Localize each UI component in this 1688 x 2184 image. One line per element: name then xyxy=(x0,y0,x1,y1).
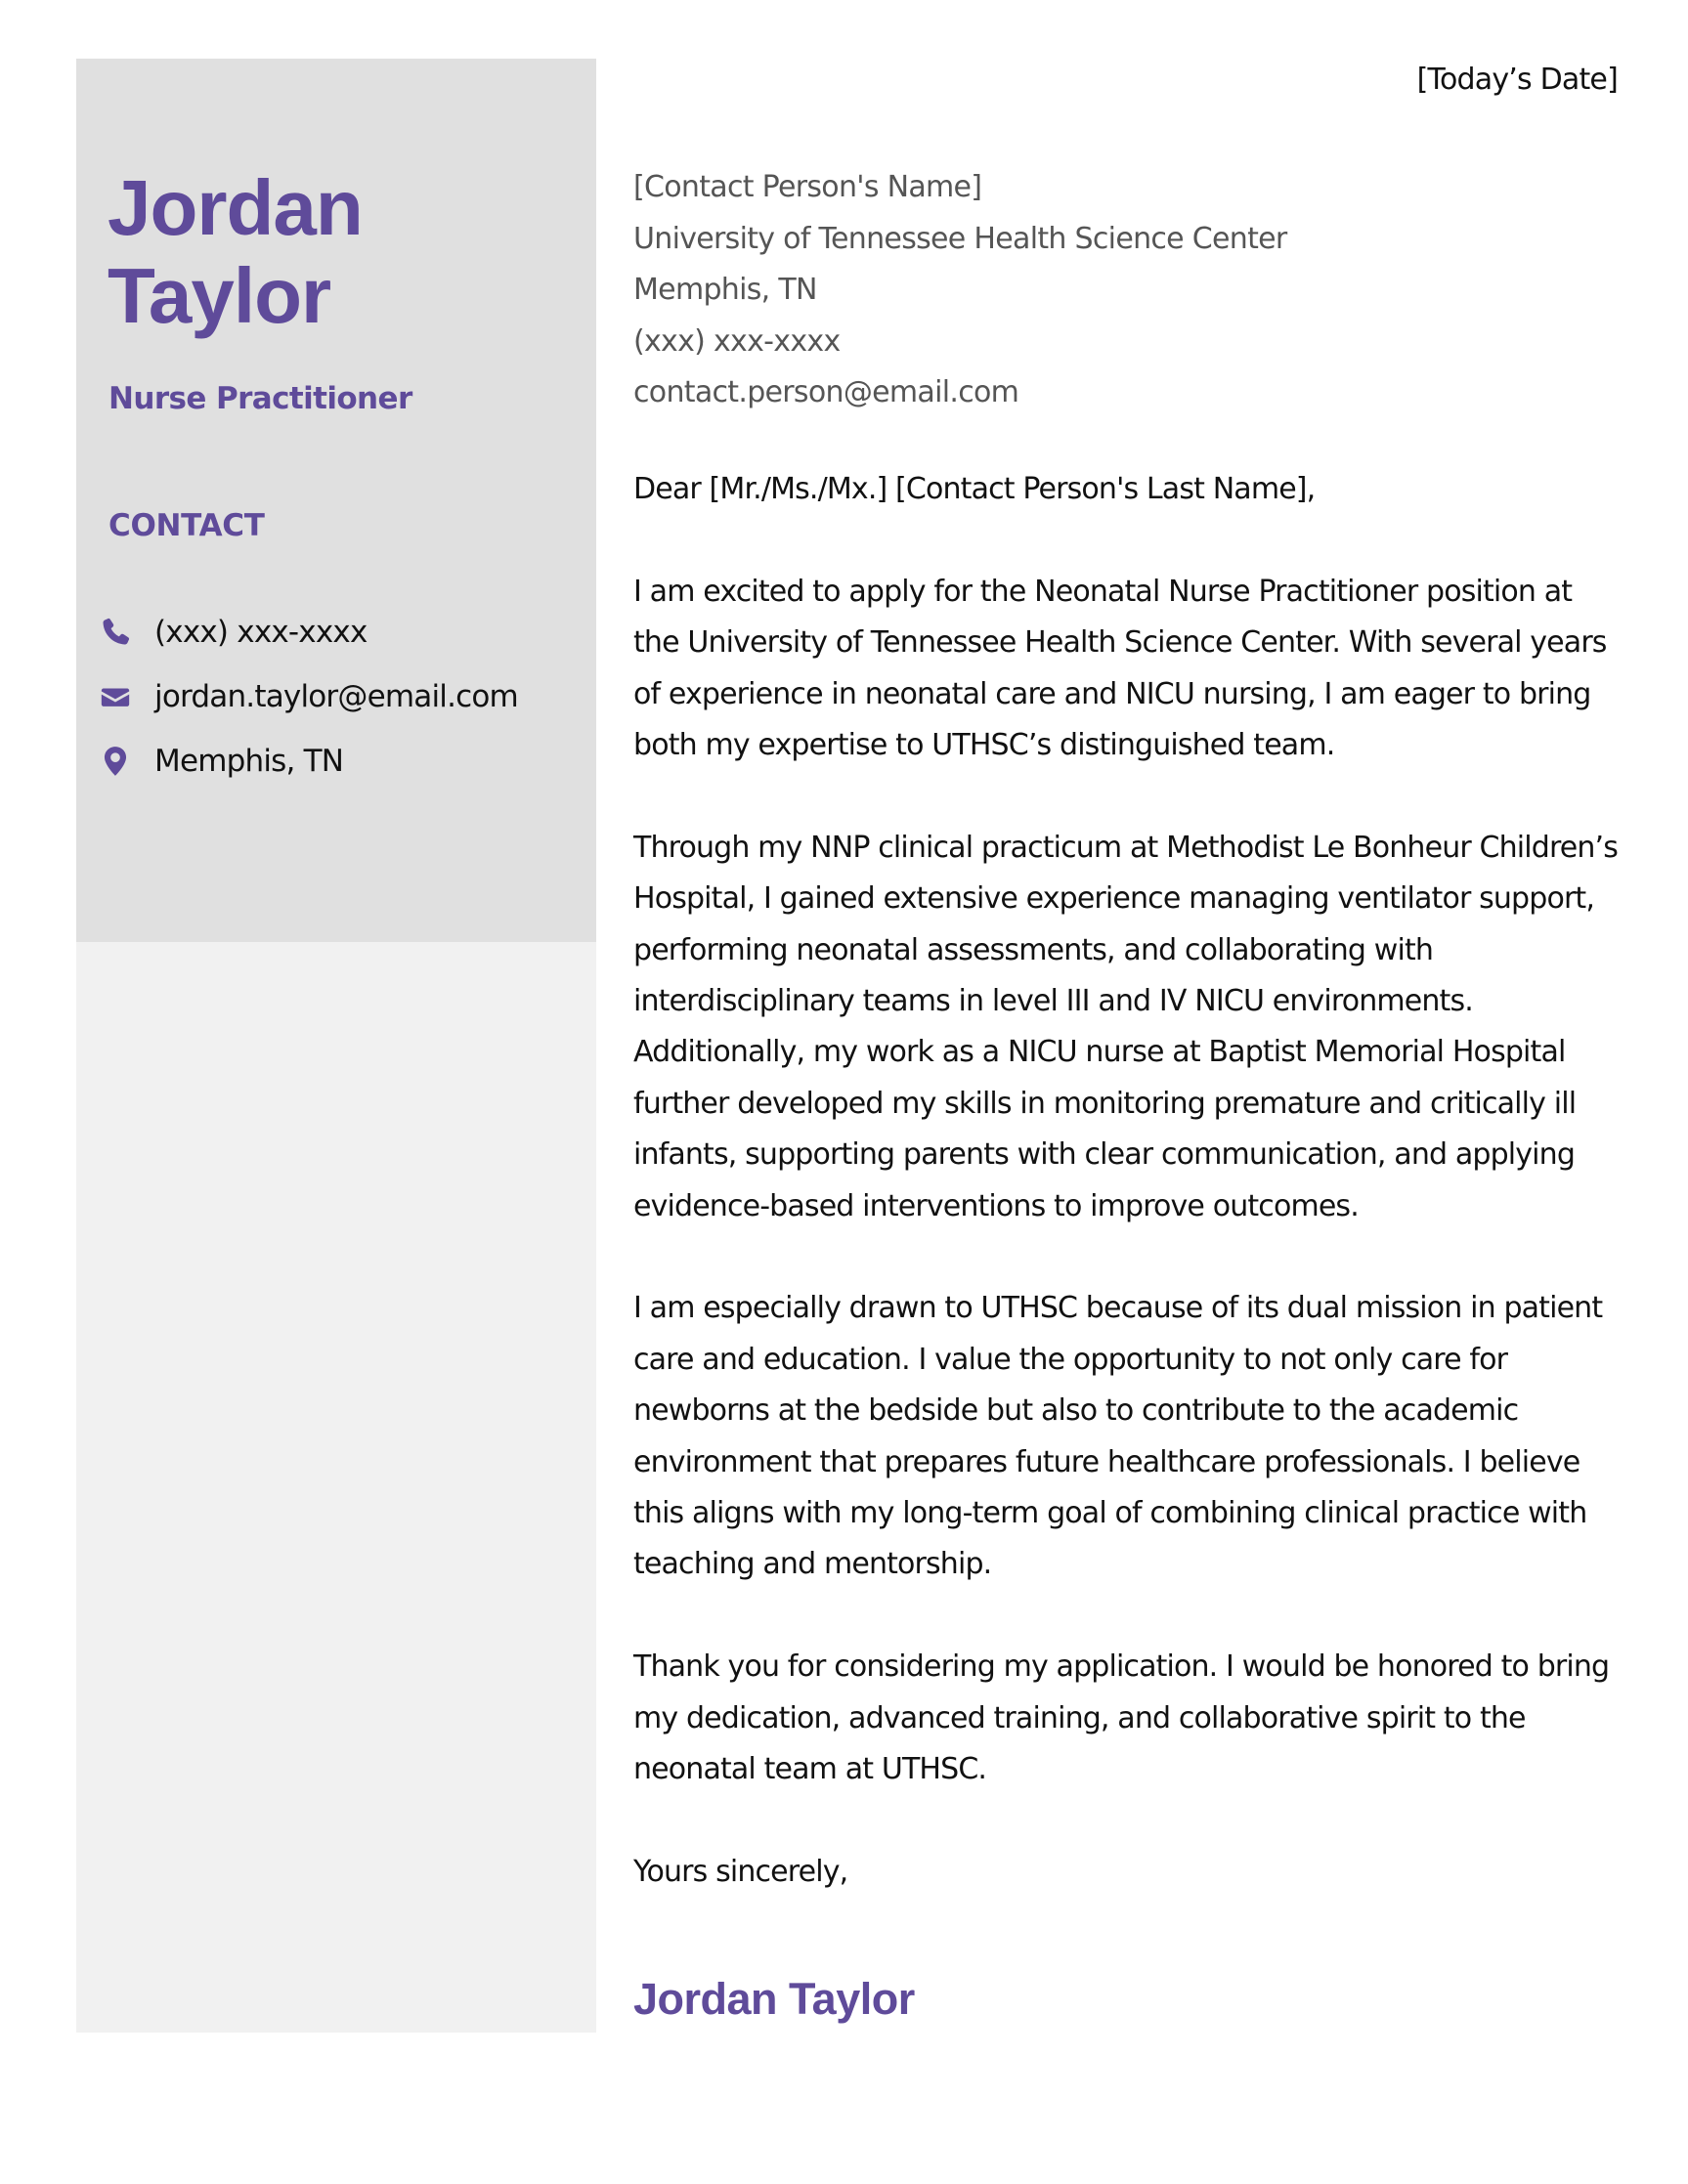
contact-heading: CONTACT xyxy=(108,508,265,543)
letter-paragraph: Thank you for considering my application. I would be honored to bring my dedication, advanced training, and collaborative spirit to the neonatal team at UTHSC. xyxy=(633,1649,1610,1787)
contact-item-phone xyxy=(98,600,518,664)
letter-body xyxy=(633,464,1621,1949)
closing: Yours sincerely, xyxy=(633,1854,848,1889)
job-title: Nurse Practitioner xyxy=(108,381,412,416)
salutation: Dear [Mr./Ms./Mx.] [Contact Person's Last Name], xyxy=(633,472,1316,506)
applicant-first-name: Jordan xyxy=(108,164,363,251)
contact-email[interactable]: jordan.taylor@email.com xyxy=(154,679,518,714)
letter-paragraph: Through my NNP clinical practicum at Methodist Le Bonheur Children’s Hospital, I gained extensive experience managing ventilator support, performing neonatal assessments, and collaborating with interdisciplinary teams in level III and IV NICU environments. Additionally, my work as a NICU nurse at Baptist Memorial Hospital further developed my skills in monitoring premature and critically ill infants, supporting parents with clear communication, and applying evidence-based interventions to improve outcomes. xyxy=(633,830,1619,1223)
applicant-name xyxy=(108,164,363,340)
sidebar-lower-panel xyxy=(76,942,596,2033)
map-pin-icon xyxy=(98,744,133,779)
envelope-icon xyxy=(98,679,133,714)
contact-phone[interactable]: (xxx) xxx-xxxx xyxy=(154,615,368,650)
letter-paragraph: I am excited to apply for the Neonatal Nurse Practitioner position at the University of Tennessee Health Science Center. With several years of experience in neonatal care and NICU nursing, I am eager to bring both my expertise to UTHSC’s distinguished team. xyxy=(633,574,1607,763)
contact-list xyxy=(98,600,518,793)
contact-location: Memphis, TN xyxy=(154,744,344,779)
recipient-location: Memphis, TN xyxy=(633,273,817,307)
recipient-block xyxy=(633,162,1287,419)
phone-icon xyxy=(98,615,133,650)
recipient-phone: (xxx) xxx-xxxx xyxy=(633,323,841,359)
recipient-name: [Contact Person's Name] xyxy=(633,170,982,204)
contact-item-email xyxy=(98,664,518,729)
signature: Jordan Taylor xyxy=(633,1974,915,2024)
recipient-organization: University of Tennessee Health Science Center xyxy=(633,221,1287,256)
letter-date: [Today’s Date] xyxy=(1416,63,1618,97)
letter-paragraph: I am especially drawn to UTHSC because of its dual mission in patient care and education. I value the opportunity to not only care for newborns at the bedside but also to contribute to the academic environment that prepares future healthcare professionals. I believe this aligns with my long-term goal of combining clinical practice with teaching and mentorship. xyxy=(633,1291,1603,1582)
recipient-email: contact.person@email.com xyxy=(633,375,1019,409)
contact-item-location xyxy=(98,729,518,793)
applicant-last-name: Taylor xyxy=(108,252,331,339)
